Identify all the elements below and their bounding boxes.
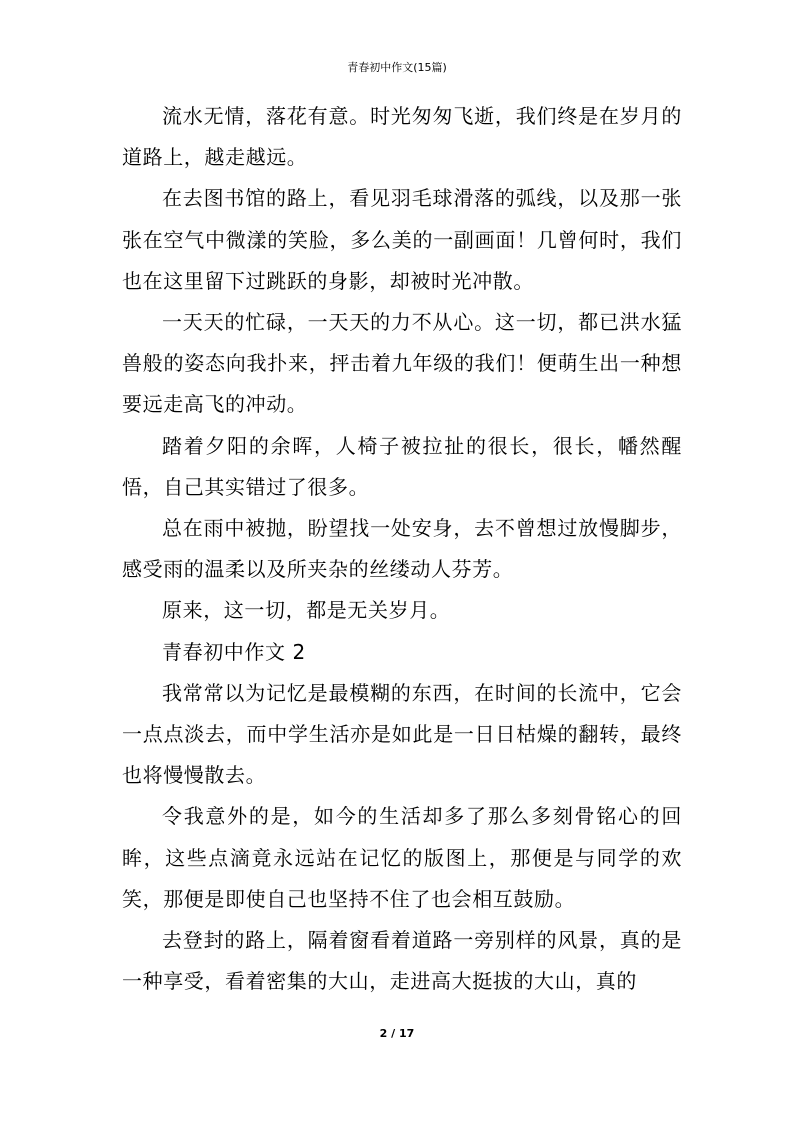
paragraph-8: 令我意外的是，如今的生活却多了那么多刻骨铭心的回眸，这些点滴竟永远站在记忆的版图上，那便是与同学的欢笑，那便是即使自己也坚持不住了也会相互鼓励。: [122, 804, 682, 911]
paragraph-9: 去登封的路上，隔着窗看着道路一旁别样的风景，真的是一种享受，看着密集的大山，走进高大挺拔的大山，真的: [122, 928, 682, 994]
document-body: [122, 96, 682, 1002]
section-heading: 青春初中作文 2: [162, 639, 306, 664]
paragraph-3: 一天天的忙碌，一天天的力不从心。这一切，都已洪水猛兽般的姿态向我扑来，抨击着九年级的我们！便萌生出一种想要远走高飞的冲动。: [122, 310, 682, 417]
paragraph-2: 在去图书馆的路上，看见羽毛球滑落的弧线，以及那一张张在空气中微漾的笑脸，多么美的一副画面！几曾何时，我们也在这里留下过跳跃的身影，却被时光冲散。: [122, 186, 682, 293]
paragraph-6: 原来，这一切，都是无关岁月。: [162, 598, 451, 623]
paragraph-4: 踏着夕阳的余晖，人椅子被拉扯的很长，很长，幡然醒悟，自己其实错过了很多。: [122, 433, 682, 499]
paragraph-1: 流水无情，落花有意。时光匆匆飞逝，我们终是在岁月的道路上，越走越远。: [122, 104, 682, 170]
page-header: 青春初中作文(15篇): [347, 61, 447, 74]
paragraph-7: 我常常以为记忆是最模糊的东西，在时间的长流中，它会一点点淡去，而中学生活亦是如此是一日日枯燥的翻转，最终也将慢慢散去。: [122, 680, 682, 788]
page-number: 2 / 17: [379, 1027, 415, 1040]
paragraph-5: 总在雨中被抛，盼望找一处安身，去不曾想过放慢脚步，感受雨的温柔以及所夹杂的丝缕动人芬芳。: [122, 516, 682, 582]
